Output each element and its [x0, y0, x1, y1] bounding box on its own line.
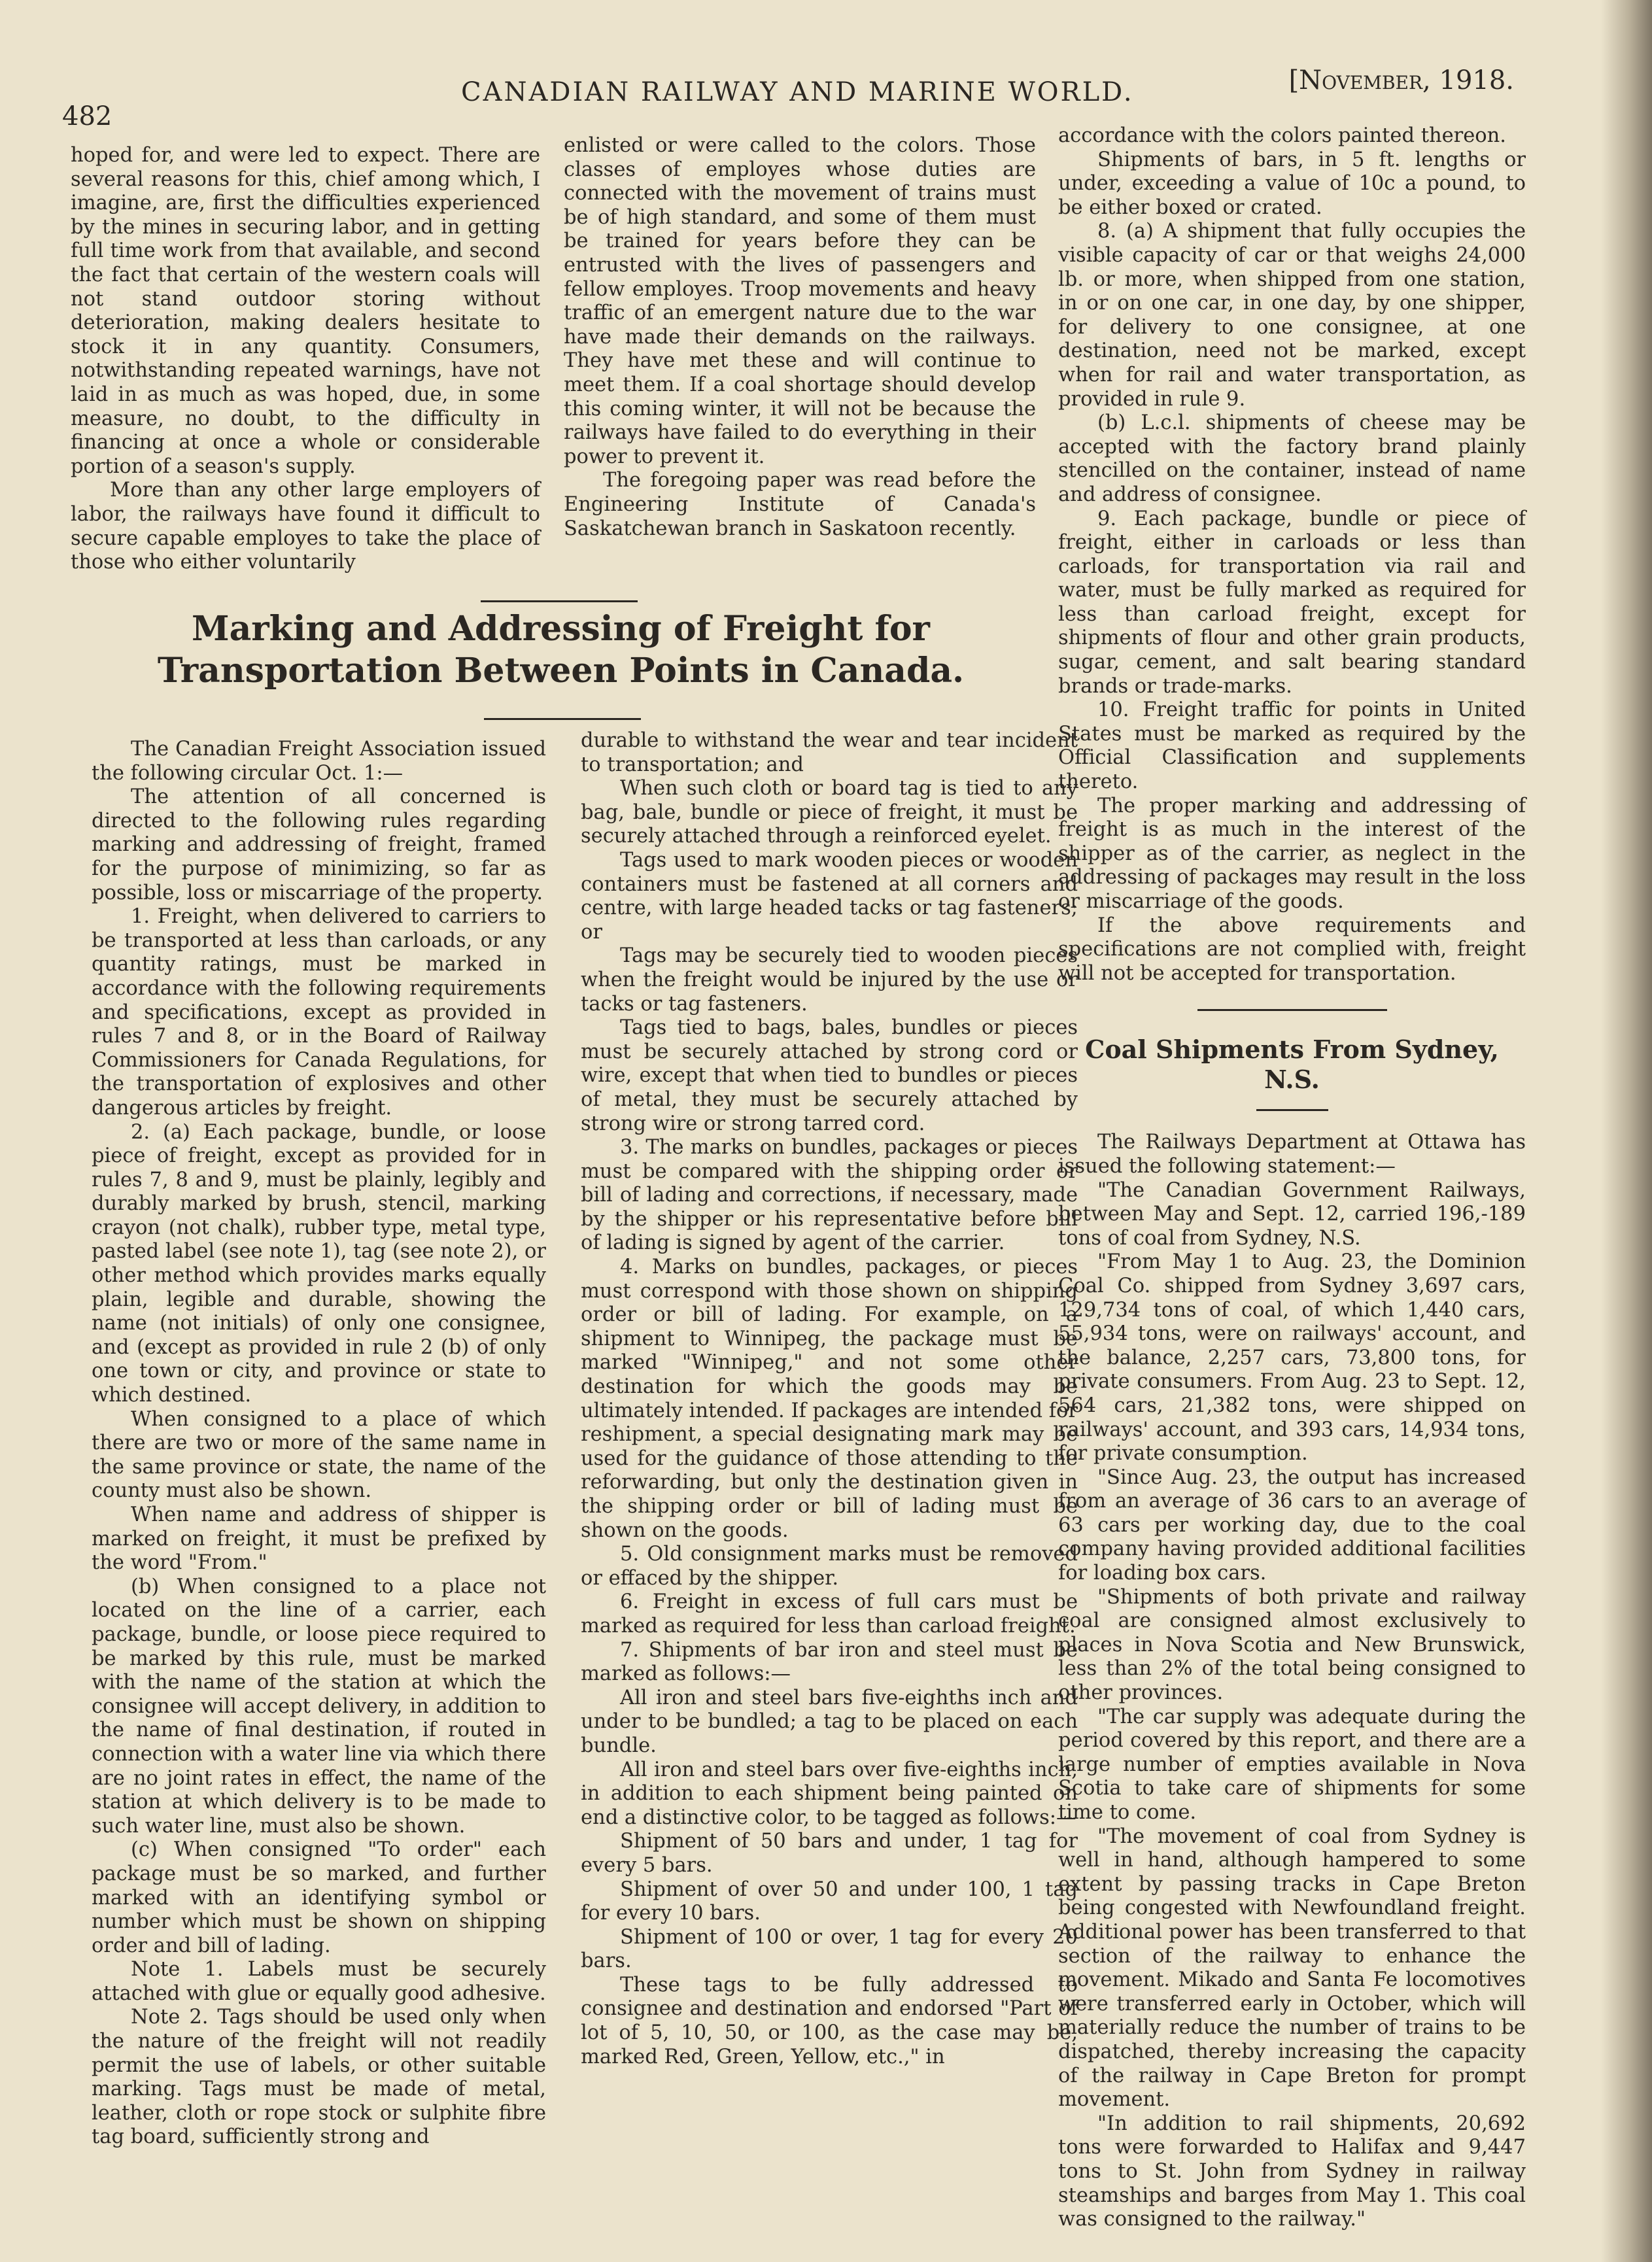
paragraph: Shipment of 100 or over, 1 tag for every 20 bars.: [581, 1925, 1078, 1973]
paragraph: Tags tied to bags, bales, bundles or pieces must be securely attached by strong cord or wire, except that when tied to bundles or pieces of metal, they must be securely attached by strong wire or strong tarred cord.: [581, 1016, 1078, 1135]
paragraph: The proper marking and addressing of freight is as much in the interest of the shipper as of the carrier, as neglect in the addressing of packages may result in the loss or miscarriage of the goods.: [1058, 794, 1526, 913]
paragraph: More than any other large employers of labor, the railways have found it difficult to secure capable employes to take the place of those who either voluntarily: [71, 479, 540, 574]
paragraph: (c) When consigned "To order" each package must be so marked, and further marked with an identifying symbol or number which must be shown on shipping order and bill of lading.: [92, 1838, 546, 1957]
column-3: [1058, 124, 1526, 2232]
paragraph: 8. (a) A shipment that fully occupies the visible capacity of car or that weighs 24,000 lb. or more, when shipped from one station, in or on one car, in one day, by one shipper, for delivery to one consignee, at one destination, need not be marked, except when for rail and water transportation, as provided in rule 9.: [1058, 220, 1526, 411]
paragraph: enlisted or were called to the colors. Those classes of employes whose duties are connected with the movement of trains must be of high standard, and some of them must be trained for years before they can be entrusted with the lives of passengers and fellow employes. Troop movements and heavy traffic of an emergent nature due to the war have made their demands on the railways. They have met these and will continue to meet them. If a coal shortage should develop this coming winter, it will not be because the railways have failed to do everything in their power to prevent it.: [564, 134, 1036, 468]
paragraph: 5. Old consignment marks must be removed or effaced by the shipper.: [581, 1543, 1078, 1590]
paragraph: The Railways Department at Ottawa has issued the following statement:—: [1058, 1131, 1526, 1178]
page-header: [62, 65, 1514, 131]
section-title: Coal Shipments From Sydney, N.S.: [1085, 1035, 1499, 1095]
issue-date: [November, 1918.: [1288, 65, 1514, 95]
paragraph: All iron and steel bars over five-eighths inch, in addition to each shipment being painted on end a distinctive color, to be tagged as follows:—: [581, 1758, 1078, 1829]
paragraph: "Since Aug. 23, the output has increased from an average of 36 cars to an average of 63 cars per working day, due to the coal company having provided additional facilities for loading box cars.: [1058, 1465, 1526, 1585]
paragraph: "The car supply was adequate during the period covered by this report, and there are a large number of empties available in Nova Scotia to take care of shipments for some time to come.: [1058, 1705, 1526, 1824]
paragraph: hoped for, and were led to expect. There are several reasons for this, chief among which, I imagine, are, first the difficulties experienced by the mines in securing labor, and in getting full time work from that available, and second the fact that certain of the western coals will not stand outdoor storing without deterioration, making dealers hesitate to stock it in any quantity. Consumers, notwithstanding repeated warnings, have not laid in as much as was hoped, due, in some measure, no doubt, to the difficulty in financing at once a whole or considerable portion of a season's supply.: [71, 144, 540, 478]
paragraph: Tags used to mark wooden pieces or wooden containers must be fastened at all corners and centre, with large headed tacks or tag fasteners; or: [581, 848, 1078, 944]
paragraph: Note 2. Tags should be used only when the nature of the freight will not readily permit the use of labels, or other suitable marking. Tags must be made of metal, leather, cloth or rope stock or sulphite fibre tag board, sufficiently strong and: [92, 2006, 546, 2149]
paragraph: Shipment of 50 bars and under, 1 tag for every 5 bars.: [581, 1830, 1078, 1877]
journal-title: CANADIAN RAILWAY AND MARINE WORLD.: [461, 77, 1134, 107]
title-rule-bottom: [484, 718, 641, 720]
section-rule-top: [1197, 1009, 1387, 1011]
paragraph: When consigned to a place of which there are two or more of the same name in the same province or state, the name of the county must also be shown.: [92, 1407, 546, 1503]
paragraph: The foregoing paper was read before the Engineering Institute of Canada's Saskatchewan branch in Saskatoon recently.: [564, 469, 1036, 540]
paragraph: "The Canadian Government Railways, between May and Sept. 12, carried 196,-189 tons of coal from Sydney, N.S.: [1058, 1178, 1526, 1250]
paragraph: "From May 1 to Aug. 23, the Dominion Coal Co. shipped from Sydney 3,697 cars, 129,734 tons of coal, of which 1,440 cars, 55,934 tons, were on railways' account, and the balance, 2,257 cars, 73,800 tons, for private consumers. From Aug. 23 to Sept. 12, 564 cars, 21,382 tons, were shipped on railways' account, and 393 cars, 14,934 tons, for private consumption.: [1058, 1250, 1526, 1465]
section-rule-bottom: [1256, 1109, 1328, 1111]
paragraph: Note 1. Labels must be securely attached with glue or equally good adhesive.: [92, 1958, 546, 2005]
paragraph: 4. Marks on bundles, packages, or pieces must correspond with those shown on shipping order or bill of lading. For example, on a shipment to Winnipeg, the package must be marked "Winnipeg," and not some other destination for which the goods may be ultimately intended. If packages are intended for reshipment, a special designating mark may be used for the guidance of those attending to the reforwarding, but only the destination given in the shipping order or bill of lading must be shown on the goods.: [581, 1256, 1078, 1542]
paragraph: (b) When consigned to a place not located on the line of a carrier, each package, bundle, or loose piece required to be marked by this rule, must be marked with the name of the station at which the consignee will accept delivery, in addition to the name of final destination, if routed in connection with a water line via which there are no joint rates in effect, the name of the station at which delivery is to be made to such water line, must also be shown.: [92, 1575, 546, 1838]
paragraph: 7. Shipments of bar iron and steel must be marked as follows:—: [581, 1638, 1078, 1686]
paragraph: The attention of all concerned is directed to the following rules regarding marking and addressing of freight, framed for the purpose of minimizing, so far as possible, loss or miscarriage of the property.: [92, 785, 546, 904]
paragraph: 3. The marks on bundles, packages or pieces must be compared with the shipping order or bill of lading and corrections, if necessary, made by the shipper or his representative before bill of lading is signed by agent of the carrier.: [581, 1136, 1078, 1255]
binding-shadow: [1601, 0, 1652, 2262]
paragraph: When such cloth or board tag is tied to any bag, bale, bundle or piece of freight, it must be securely attached through a reinforced eyelet.: [581, 777, 1078, 848]
paragraph: These tags to be fully addressed to consignee and destination and endorsed "Part of lot of 5, 10, 50, or 100, as the case may be, marked Red, Green, Yellow, etc.," in: [581, 1973, 1078, 2068]
title-rule-top: [481, 600, 638, 602]
paragraph: Shipment of over 50 and under 100, 1 tag for every 10 bars.: [581, 1877, 1078, 1925]
paragraph: accordance with the colors painted thereon.: [1058, 124, 1506, 147]
column-2-top: [564, 134, 1036, 541]
paragraph: durable to withstand the wear and tear incident to transportation; and: [581, 729, 1078, 776]
paragraph: 10. Freight traffic for points in United States must be marked as required by the Official Classification and supplements thereto.: [1058, 698, 1526, 794]
paragraph: 6. Freight in excess of full cars must be marked as required for less than carload freight.: [581, 1590, 1078, 1637]
column-2-bottom: [581, 729, 1078, 2069]
paragraph: 1. Freight, when delivered to carriers to be transported at less than carloads, or any quantity ratings, must be marked in accordance with the following requirements and specifications, except as provided in rules 7 and 8, or in the Board of Railway Commissioners for Canada Regulations, for the transportation of explosives and other dangerous articles by freight.: [92, 905, 546, 1120]
column-1-top: [71, 144, 540, 575]
paragraph: The Canadian Freight Association issued the following circular Oct. 1:—: [92, 738, 546, 785]
paragraph: When name and address of shipper is marked on freight, it must be prefixed by the word "From.": [92, 1503, 546, 1575]
paragraph: If the above requirements and specifications are not complied with, freight will not be accepted for transportation.: [1058, 914, 1526, 985]
paragraph: "Shipments of both private and railway coal are consigned almost exclusively to places in Nova Scotia and New Brunswick, less than 2% of the total being consigned to other provinces.: [1058, 1585, 1526, 1705]
paragraph: Tags may be securely tied to wooden pieces when the freight would be injured by the use or tacks or tag fasteners.: [581, 944, 1078, 1016]
paragraph: All iron and steel bars five-eighths inch and under to be bundled; a tag to be placed on each bundle.: [581, 1686, 1078, 1757]
paragraph: Shipments of bars, in 5 ft. lengths or under, exceeding a value of 10c a pound, to be either boxed or crated.: [1058, 148, 1526, 219]
paragraph: 2. (a) Each package, bundle, or loose piece of freight, except as provided for in rules 7, 8 and 9, must be plainly, legibly and durably marked by brush, stencil, marking crayon (not chalk), rubber type, metal type, pasted label (see note 1), tag (see note 2), or other method which provides marks equally plain, legible and durable, showing the name (not initials) of only one consignee, and (except as provided in rule 2 (b) of only one town or city, and province or state to which destined.: [92, 1120, 546, 1407]
paragraph: "In addition to rail shipments, 20,692 tons were forwarded to Halifax and 9,447 tons to St. John from Sydney in railway steamships and barges from May 1. This coal was consigned to the railway.": [1058, 2112, 1526, 2231]
paragraph: 9. Each package, bundle or piece of freight, either in carloads or less than carloads, for transportation via rail and water, must be fully marked as required for less than carload freight, except for shipments of flour and other grain products, sugar, cement, and salt bearing standard brands or trade-marks.: [1058, 507, 1526, 698]
column-1-bottom: [92, 738, 546, 2150]
paragraph: (b) L.c.l. shipments of cheese may be accepted with the factory brand plainly stencilled on the container, instead of name and address of consignee.: [1058, 411, 1526, 506]
paragraph: "The movement of coal from Sydney is well in hand, although hampered to some extent by passing tracks in Cape Breton being congested with Newfoundland freight. Additional power has been transferred to that section of the railway to enhance the movement. Mikado and Santa Fe locomotives were transferred early in October, which will materially reduce the number of trains to be dispatched, thereby increasing the capacity of the railway in Cape Breton for prompt movement.: [1058, 1825, 1526, 2112]
article-title: Marking and Addressing of Freight for Transportation Between Points in Canada.: [157, 609, 965, 691]
page-number: 482: [62, 101, 112, 131]
